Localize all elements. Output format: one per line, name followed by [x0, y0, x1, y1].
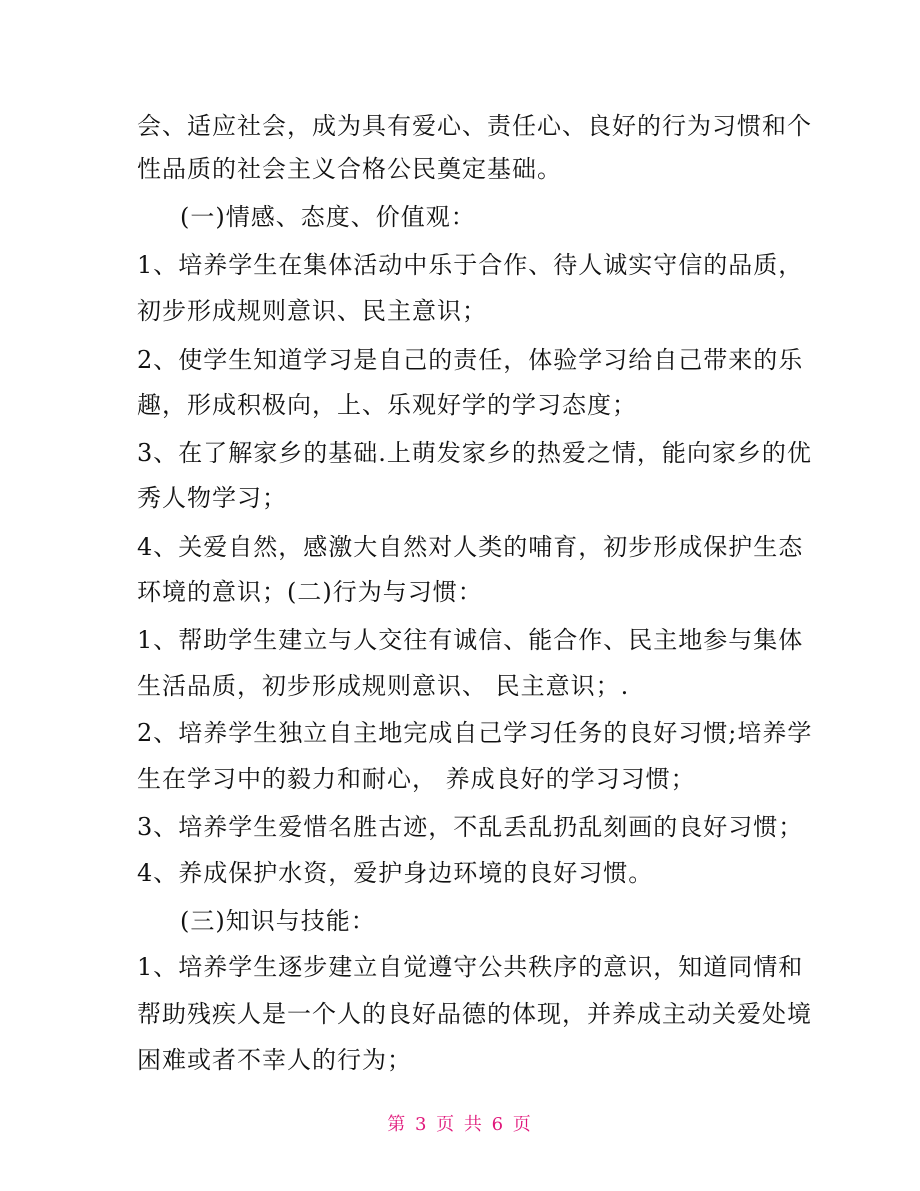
text-line: 困难或者不幸人的行为；	[137, 1046, 412, 1074]
text-line: 性品质的社会主义合格公民奠定基础。	[137, 155, 562, 183]
text-line: 环境的意识；(二)行为与习惯：	[137, 578, 483, 606]
text-line: 1、培养学生逐步建立自觉遵守公共秩序的意识，知道同情和	[137, 953, 804, 981]
page-number-footer: 第 3 页 共 6 页	[387, 1114, 533, 1135]
text-line: 帮助残疾人是一个人的良好品德的体现，并养成主动关爱处境	[137, 1000, 812, 1028]
text-line: 3、培养学生爱惜名胜古迹，不乱丢乱扔乱刻画的良好习惯；	[137, 813, 804, 841]
section-heading: (三)知识与技能：	[180, 907, 376, 935]
text-line: 2、培养学生独立自主地完成自己学习任务的良好习惯;培养学	[137, 719, 813, 747]
text-line: 秀人物学习；	[137, 484, 287, 512]
text-line: 3、在了解家乡的基础.上萌发家乡的热爱之情，能向家乡的优	[137, 439, 812, 467]
text-line: 初步形成规则意识、民主意识；	[137, 297, 487, 325]
text-line: 生活品质，初步形成规则意识、 民主意识；.	[137, 672, 630, 700]
text-line: 会、适应社会，成为具有爱心、责任心、良好的行为习惯和个	[137, 112, 812, 140]
text-line: 1、培养学生在集体活动中乐于合作、待人诚实守信的品质，	[137, 251, 804, 279]
text-line: 生在学习中的毅力和耐心， 养成良好的学习习惯；	[137, 765, 696, 793]
section-heading: (一)情感、态度、价值观：	[180, 203, 476, 231]
text-line: 2、使学生知道学习是自己的责任，体验学习给自己带来的乐	[137, 346, 804, 374]
text-line: 1、帮助学生建立与人交往有诚信、能合作、民主地参与集体	[137, 626, 804, 654]
text-line: 趣，形成积极向，上、乐观好学的学习态度；	[137, 391, 637, 419]
text-line: 4、养成保护水资，爱护身边环境的良好习惯。	[137, 859, 654, 887]
text-line: 4、关爱自然，感激大自然对人类的哺育，初步形成保护生态	[137, 533, 804, 561]
